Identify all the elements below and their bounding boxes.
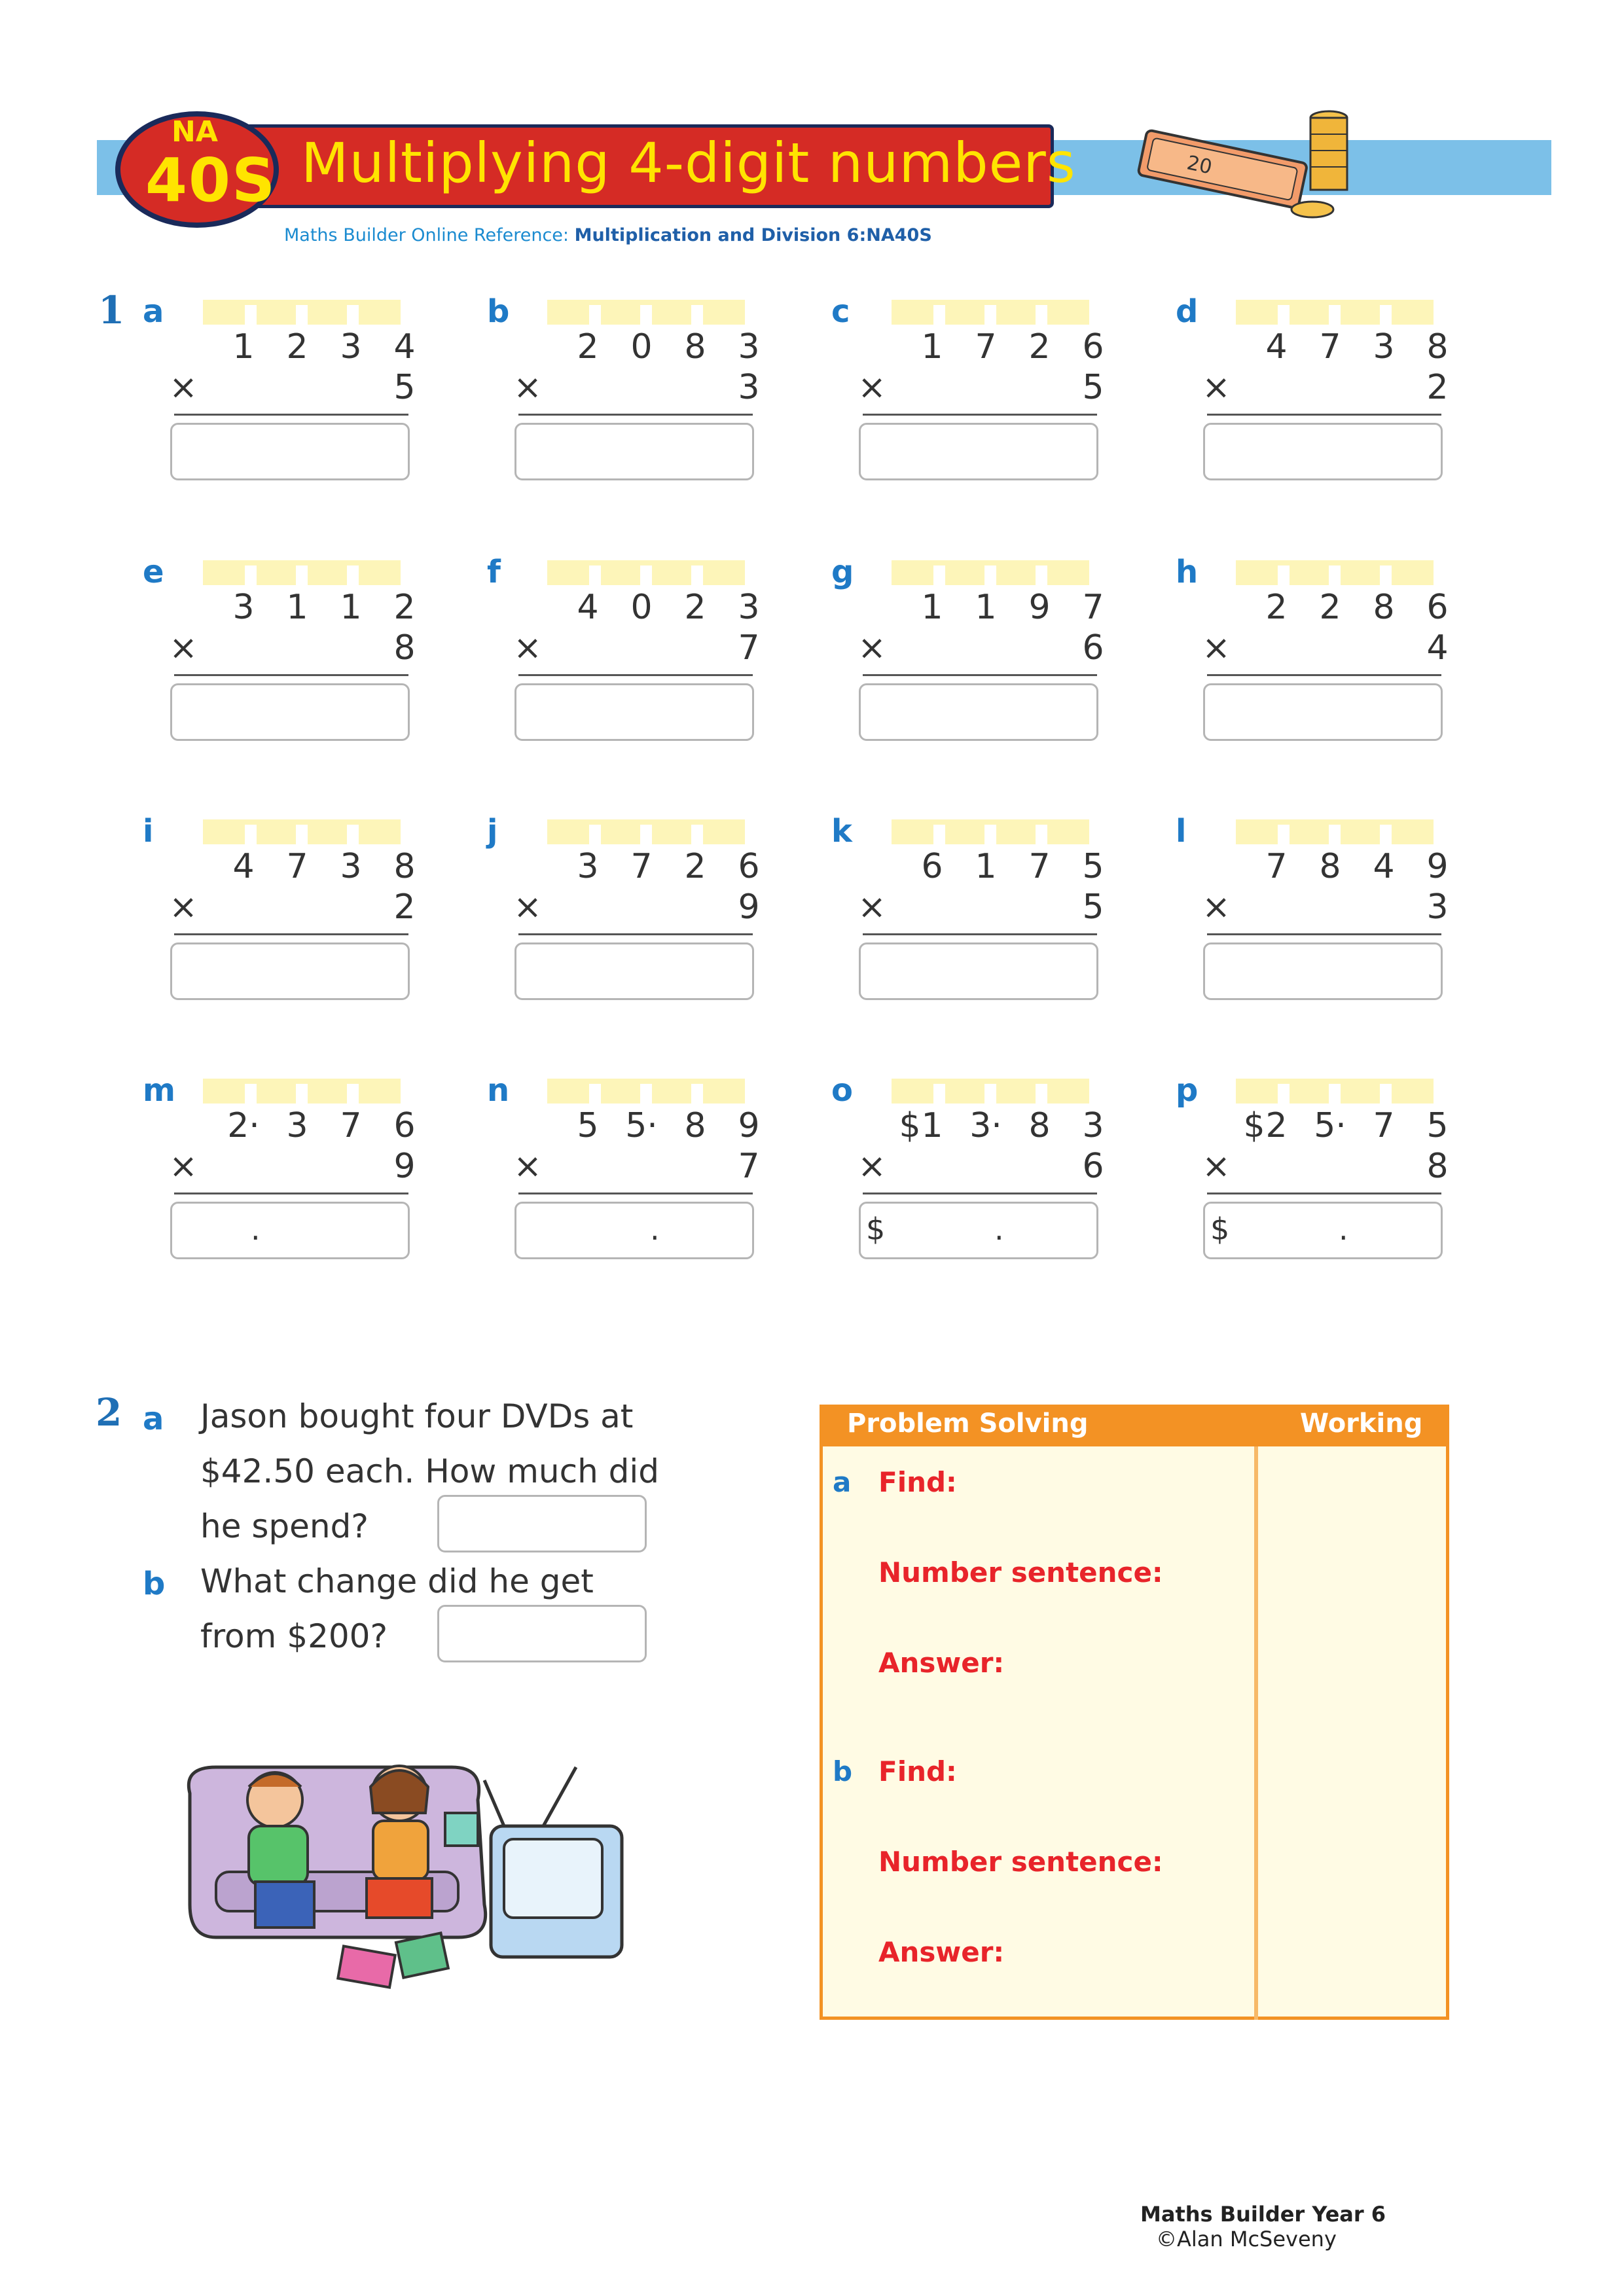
top-digit: 3 [286, 1106, 308, 1145]
top-digit: 7 [340, 1106, 362, 1145]
badge-code: 40S [145, 145, 277, 215]
problem-label: m [143, 1072, 176, 1109]
problem-label: d [1176, 293, 1199, 330]
top-digit: 1 [286, 588, 308, 627]
top-digit: 5· [625, 1106, 658, 1145]
top-digit: 1 [921, 1106, 943, 1145]
top-digit: 3 [1082, 1106, 1104, 1145]
answer-rule [518, 1193, 753, 1194]
answer-box[interactable] [859, 423, 1098, 480]
svg-text:20: 20 [1185, 151, 1214, 179]
top-digit: 1 [921, 588, 943, 627]
multiplier-digit: 2 [393, 888, 416, 927]
top-digit: 3 [232, 588, 255, 627]
problem-label: j [487, 813, 498, 850]
problem-label: l [1176, 813, 1187, 850]
question-1-number: 1 [98, 288, 125, 332]
answer-box[interactable] [170, 423, 410, 480]
carry-strip [547, 1079, 745, 1103]
answer-rule [174, 674, 408, 676]
box-point: . [251, 1211, 261, 1247]
carry-strip [1236, 819, 1434, 844]
top-digit: 4 [1265, 327, 1288, 367]
answer-box[interactable] [859, 1202, 1098, 1259]
footer-book-title: Maths Builder Year 6 [1140, 2202, 1386, 2227]
multiplier-digit: 6 [1082, 628, 1104, 668]
answer-box[interactable] [1203, 683, 1443, 741]
question-2-number: 2 [96, 1390, 122, 1435]
answer-box-guide [866, 1211, 1089, 1247]
carry-strip [547, 560, 745, 585]
problem-label: i [143, 813, 154, 850]
answer-rule [863, 933, 1097, 935]
carry-strip [547, 300, 745, 325]
ps-a-number-sentence: Number sentence: [878, 1556, 1163, 1588]
top-digit: 3 [577, 847, 599, 886]
top-digit: 6 [921, 847, 943, 886]
top-digit: 2 [1265, 588, 1288, 627]
top-digit: 8 [684, 1106, 706, 1145]
top-digit: 4 [577, 588, 599, 627]
top-digit: 8 [1319, 847, 1341, 886]
top-digit: 2 [1265, 1106, 1288, 1145]
answer-rule [1207, 414, 1441, 416]
top-digit: 9 [1028, 588, 1051, 627]
answer-rule [518, 933, 753, 935]
money-illustration [1113, 105, 1388, 229]
multiplier-digit: 5 [1082, 888, 1104, 927]
top-digit: 2 [1319, 588, 1341, 627]
multiplier-digit: 3 [1426, 888, 1449, 927]
multiplier-digit: 8 [1426, 1147, 1449, 1186]
problem-label: b [487, 293, 510, 330]
couch-tv-illustration [177, 1741, 648, 2016]
ps-a-label: a [833, 1466, 852, 1498]
top-digit: 3 [738, 327, 760, 367]
question-2b-answer-box[interactable] [437, 1605, 647, 1662]
top-digit: 8 [1426, 327, 1449, 367]
answer-box[interactable] [170, 1202, 410, 1259]
times-sign: × [1202, 368, 1231, 407]
problem-solving-title: Problem Solving [847, 1408, 1089, 1439]
carry-strip [203, 1079, 401, 1103]
top-digit: 3 [738, 588, 760, 627]
top-digit: 6 [1426, 588, 1449, 627]
answer-box[interactable] [514, 423, 754, 480]
top-digit: 7 [286, 847, 308, 886]
ps-b-answer: Answer: [878, 1936, 1005, 1968]
top-digit: 7 [975, 327, 997, 367]
times-sign: × [513, 888, 542, 927]
top-digit: 2 [684, 847, 706, 886]
top-digit: 6 [738, 847, 760, 886]
top-digit: 7 [1319, 327, 1341, 367]
carry-strip [203, 300, 401, 325]
carry-strip [892, 1079, 1089, 1103]
box-dollar: $ [866, 1211, 886, 1247]
top-digit: 4 [232, 847, 255, 886]
top-digit: 4 [393, 327, 416, 367]
answer-rule [174, 1193, 408, 1194]
times-sign: × [1202, 628, 1231, 668]
answer-rule [1207, 1193, 1441, 1194]
multiplier-digit: 7 [738, 1147, 760, 1186]
answer-rule [863, 1193, 1097, 1194]
top-digit: 2· [227, 1106, 260, 1145]
times-sign: × [513, 368, 542, 407]
question-2a-line-3: he spend? [200, 1507, 369, 1545]
top-digit: 1 [340, 588, 362, 627]
question-2b-label: b [143, 1566, 166, 1602]
multiplier-digit: 5 [393, 368, 416, 407]
multiplier-digit: 9 [738, 888, 760, 927]
answer-box-guide [1210, 1211, 1433, 1247]
top-digit: 1 [975, 847, 997, 886]
times-sign: × [1202, 1147, 1231, 1186]
box-dollar: $ [1210, 1211, 1230, 1247]
top-digit: 7 [1265, 847, 1288, 886]
times-sign: × [513, 628, 542, 668]
top-digit: 7 [1028, 847, 1051, 886]
top-digit: 3 [340, 327, 362, 367]
top-digit: 3· [969, 1106, 1002, 1145]
ps-a-find: Find: [878, 1466, 957, 1498]
carry-strip [892, 560, 1089, 585]
question-2a-label: a [143, 1401, 164, 1437]
question-2a-line-2: $42.50 each. How much did [200, 1452, 660, 1490]
box-point: . [994, 1211, 1004, 1247]
answer-rule [863, 674, 1097, 676]
answer-box[interactable] [514, 683, 754, 741]
box-point: . [1339, 1211, 1348, 1247]
working-title: Working [1300, 1408, 1423, 1439]
answer-rule [174, 414, 408, 416]
ps-b-find: Find: [878, 1755, 957, 1787]
top-digit: 5 [1426, 1106, 1449, 1145]
multiplier-digit: 9 [393, 1147, 416, 1186]
page-title: Multiplying 4-digit numbers [301, 131, 1076, 195]
times-sign: × [857, 888, 886, 927]
carry-strip [1236, 1079, 1434, 1103]
footer-copyright: ©Alan McSeveny [1156, 2227, 1337, 2251]
question-2a-answer-box[interactable] [437, 1495, 647, 1552]
problem-label: f [487, 554, 501, 590]
working-column-divider [1254, 1446, 1258, 2020]
multiplier-digit: 4 [1426, 628, 1449, 668]
answer-box[interactable] [170, 942, 410, 1000]
top-digit: 6 [393, 1106, 416, 1145]
top-digit: 2 [286, 327, 308, 367]
top-digit: 8 [393, 847, 416, 886]
multiplier-digit: 2 [1426, 368, 1449, 407]
top-digit: 3 [1373, 327, 1395, 367]
ps-b-number-sentence: Number sentence: [878, 1846, 1163, 1878]
top-digit: 2 [684, 588, 706, 627]
carry-strip [892, 300, 1089, 325]
problem-label: h [1176, 554, 1199, 590]
top-digit: 9 [738, 1106, 760, 1145]
multiplier-digit: 6 [1082, 1147, 1104, 1186]
badge-strand: NA [171, 115, 218, 149]
question-2a-line-1: Jason bought four DVDs at [200, 1397, 634, 1435]
problem-label: n [487, 1072, 510, 1109]
currency-sign: $ [899, 1106, 921, 1145]
currency-sign: $ [1243, 1106, 1265, 1145]
multiplier-digit: 8 [393, 628, 416, 668]
top-digit: 9 [1426, 847, 1449, 886]
times-sign: × [857, 368, 886, 407]
top-digit: 7 [630, 847, 653, 886]
carry-strip [203, 819, 401, 844]
answer-box[interactable] [859, 942, 1098, 1000]
carry-strip [1236, 560, 1434, 585]
times-sign: × [169, 888, 198, 927]
top-digit: 3 [340, 847, 362, 886]
top-digit: 0 [630, 327, 653, 367]
answer-rule [1207, 933, 1441, 935]
times-sign: × [1202, 888, 1231, 927]
reference-link[interactable]: Multiplication and Division 6:NA40S [574, 225, 932, 245]
times-sign: × [169, 368, 198, 407]
answer-box[interactable] [1203, 423, 1443, 480]
top-digit: 1 [232, 327, 255, 367]
carry-strip [892, 819, 1089, 844]
problem-label: e [143, 554, 164, 590]
top-digit: 6 [1082, 327, 1104, 367]
top-digit: 2 [393, 588, 416, 627]
top-digit: 5 [1082, 847, 1104, 886]
times-sign: × [513, 1147, 542, 1186]
times-sign: × [169, 628, 198, 668]
problem-label: a [143, 293, 164, 330]
times-sign: × [857, 628, 886, 668]
problem-label: g [831, 554, 854, 590]
ps-b-label: b [833, 1755, 853, 1787]
top-digit: 8 [684, 327, 706, 367]
times-sign: × [169, 1147, 198, 1186]
top-digit: 8 [1028, 1106, 1051, 1145]
answer-rule [174, 933, 408, 935]
top-digit: 2 [577, 327, 599, 367]
problem-label: o [831, 1072, 853, 1109]
top-digit: 8 [1373, 588, 1395, 627]
reference-prefix: Maths Builder Online Reference: [284, 225, 569, 245]
top-digit: 5· [1314, 1106, 1346, 1145]
answer-rule [518, 674, 753, 676]
problem-label: k [831, 813, 852, 850]
top-digit: 7 [1082, 588, 1104, 627]
problem-label: c [831, 293, 850, 330]
answer-box[interactable] [514, 942, 754, 1000]
answer-rule [518, 414, 753, 416]
ps-a-answer: Answer: [878, 1647, 1005, 1679]
carry-strip [1236, 300, 1434, 325]
carry-strip [547, 819, 745, 844]
answer-box[interactable] [170, 683, 410, 741]
top-digit: 2 [1028, 327, 1051, 367]
top-digit: 0 [630, 588, 653, 627]
top-digit: 1 [921, 327, 943, 367]
top-digit: 7 [1373, 1106, 1395, 1145]
multiplier-digit: 3 [738, 368, 760, 407]
box-point: . [650, 1211, 660, 1247]
answer-box[interactable] [1203, 1202, 1443, 1259]
question-2b-line-1: What change did he get [200, 1562, 594, 1600]
answer-rule [863, 414, 1097, 416]
online-reference [284, 225, 932, 245]
answer-box[interactable] [1203, 942, 1443, 1000]
problem-label: p [1176, 1072, 1199, 1109]
answer-rule [1207, 674, 1441, 676]
multiplier-digit: 5 [1082, 368, 1104, 407]
question-2b-line-2: from $200? [200, 1617, 388, 1655]
times-sign: × [857, 1147, 886, 1186]
top-digit: 1 [975, 588, 997, 627]
answer-box[interactable] [514, 1202, 754, 1259]
top-digit: 5 [577, 1106, 599, 1145]
multiplier-digit: 7 [738, 628, 760, 668]
answer-box[interactable] [859, 683, 1098, 741]
carry-strip [203, 560, 401, 585]
top-digit: 4 [1373, 847, 1395, 886]
